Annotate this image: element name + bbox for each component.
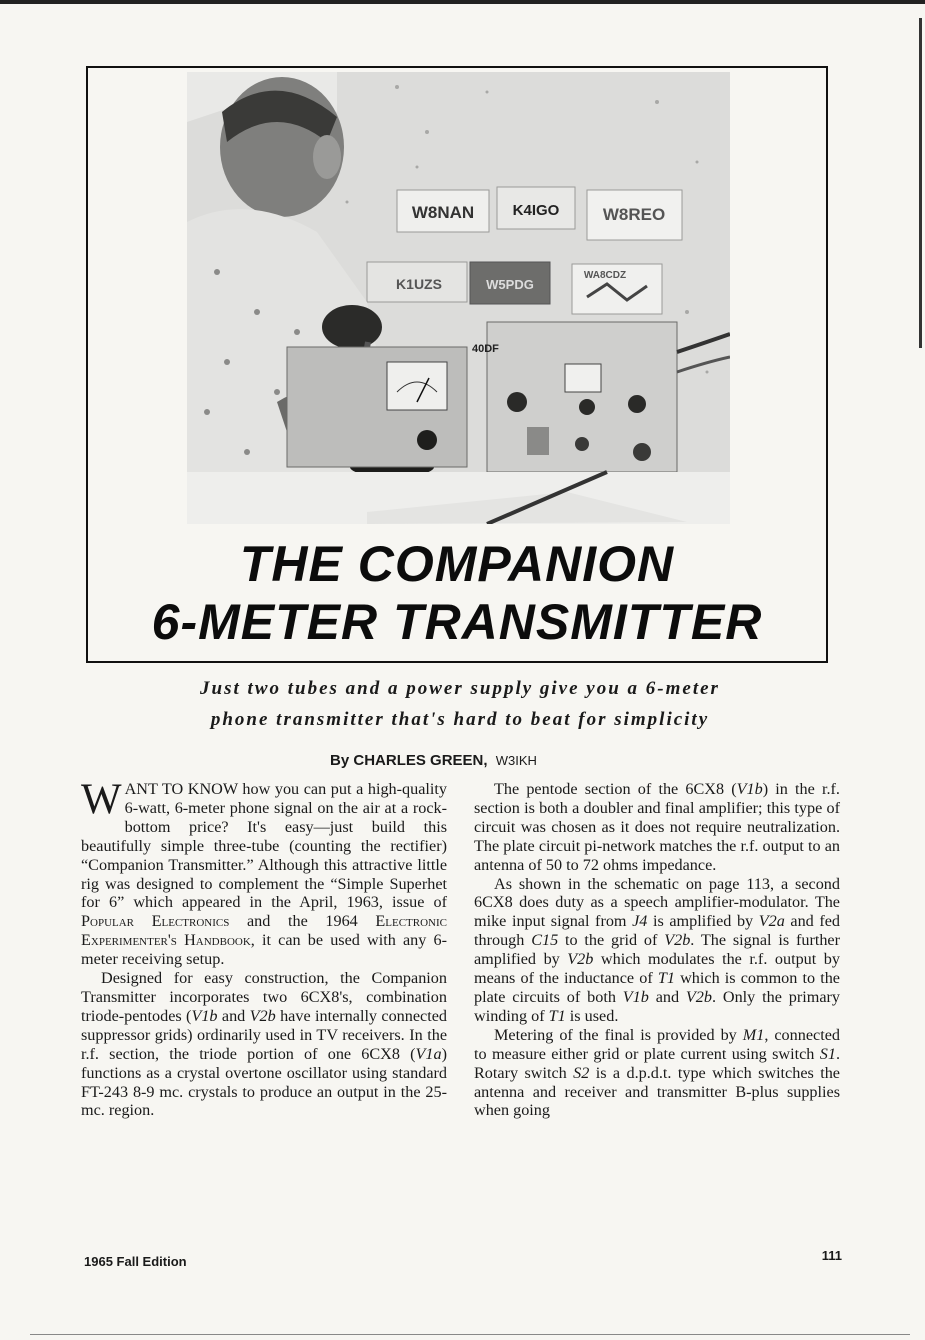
byline [330,752,630,769]
scan-edge-bottom [30,1334,910,1335]
body-paragraph: As shown in the schematic on page 113, a second 6CX8 does duty as a speech amplifier-modulator. The mike input signal from J4 is amplified by V2a and fed through C15 to the grid of V2b. The signal is further amplified by V2b which modulates the r.f. output by means of the inductance of T1 which is common to the plate circuits of both V1b and V2b. Only the primary winding of T1 is used. [474,874,841,1025]
byline-prefix: By [330,752,350,769]
qsl-card-label: K4IGO [512,202,560,219]
article-photo [187,72,730,524]
footer-edition: 1965 Fall Edition [84,1254,187,1269]
body-paragraph: Designed for easy construction, the Companion Transmitter incorporates two 6CX8's, combination triode-pentodes (V1b and V2b have internally connected suppressor grids) ordinarily used in TV receivers. In the r.f. section, the triode portion of one 6CX8 (V1a) functions as a crystal overtone oscillator using standard FT-243 8-9 mc. crystals to produce an output in the 25-mc. region. [81,969,448,1120]
body-paragraph: WANT TO KNOW how you can put a high-quality 6-watt, 6-meter phone signal on the air at a rock-bottom price? It's easy—just build this beautifully simple three-tube (counting the rectifier) “Companion Transmitter.” Although this attractive little rig was designed to complement the “Simple Superhet for 6” which appeared in the April, 1963, issue of Popular Electronics and the 1964 Electronic Experimenter's Handbook, it can be used with any 6-meter receiving setup. [81,776,447,969]
byline-author: CHARLES GREEN, [353,752,488,769]
receiver-unit [287,347,467,467]
qsl-card-label: W5PDG [486,277,534,292]
qsl-card-label: W8REO [602,205,666,224]
magazine-name: Popular Electronics [81,912,230,931]
article-title-line-1: THE COMPANION [239,536,675,592]
body-paragraph: The pentode section of the 6CX8 (V1b) in the r.f. section is both a doubler and final amplifier; this type of circuit was chosen as it does not require neutralization. The plate circuit pi-network matches the r.f. output to an antenna of 50 to 72 ohms impedance. [474,780,840,874]
page-number: 111 [821,1248,842,1263]
qsl-card-label: K1UZS [396,276,442,292]
transmitter-unit [472,322,677,472]
body-column-right [474,780,840,1120]
byline-callsign: W3IKH [495,753,537,768]
handbook-name: Electronic Experimenter's Handbook [81,912,447,950]
qsl-card-label: WA8CDZ [583,270,627,281]
article-title-line-2: 6-METER TRANSMITTER [151,594,763,650]
qsl-card-label: W8NAN [411,203,475,222]
panel-label: 40DF [472,343,499,355]
body-paragraph: Metering of the final is provided by M1, connected to measure either grid or plate current using switch S1. Rotary switch S2 is a d.p.d.t. type which switches the antenna and receiver and transmitter B-plus supplies when going [474,1025,840,1120]
drop-cap: W [81,776,122,823]
article-subtitle-line-1: Just two tubes and a power supply give you a 6-meter [200,678,720,699]
scan-edge-top [0,0,925,4]
scan-edge-right [919,18,922,348]
body-column-left [81,776,448,1120]
article-subtitle-line-2: phone transmitter that's hard to beat for simplicity [210,709,710,730]
